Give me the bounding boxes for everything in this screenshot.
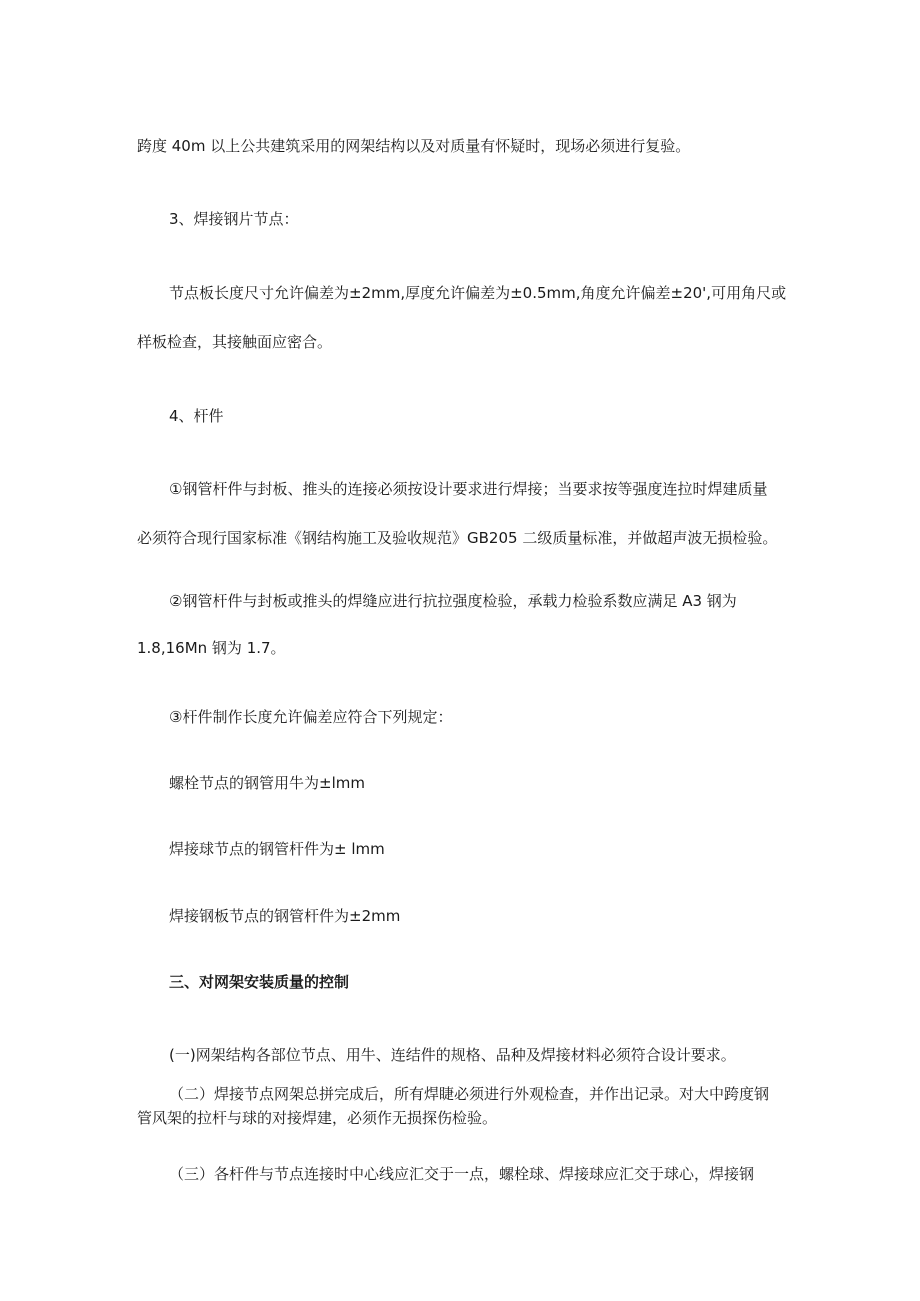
paragraph-line: ①钢管杆件与封板、推头的连接必须按设计要求进行焊接；当要求按等强度连拉时焊建质量 — [169, 480, 768, 498]
paragraph-line: 节点板长度尺寸允许偏差为±2mm,厚度允许偏差为±0.5mm,角度允许偏差±20',可用角尺或 — [169, 284, 787, 302]
paragraph-line: (一)网架结构各部位节点、用牛、连结件的规格、品种及焊接材料必须符合设计要求。 — [169, 1046, 736, 1064]
paragraph-line: 必须符合现行国家标准《钢结构施工及验收规范》GB205 二级质量标准，并做超声波无损检验。 — [137, 529, 778, 547]
paragraph-line: ③杆件制作长度允许偏差应符合下列规定： — [169, 708, 453, 726]
paragraph-line: 1.8,16Mn 钢为 1.7。 — [137, 639, 286, 657]
paragraph-line: 焊接球节点的钢管杆件为± lmm — [169, 840, 385, 858]
paragraph-line: 螺栓节点的钢管用牛为±lmm — [169, 774, 365, 792]
section-heading-welded-plate-joint: 3、焊接钢片节点： — [169, 210, 299, 228]
paragraph-line: （三）各杆件与节点连接时中心线应汇交于一点，螺栓球、焊接球应汇交于球心，焊接钢 — [169, 1165, 755, 1183]
paragraph-line: （二）焊接节点网架总拼完成后，所有焊睫必须进行外观检查，并作出记录。对大中跨度钢 — [169, 1085, 770, 1103]
paragraph-line: 焊接钢板节点的钢管杆件为±2mm — [169, 907, 401, 925]
paragraph-line: 样板检查，其接触面应密合。 — [137, 333, 333, 351]
paragraph-line: ②钢管杆件与封板或推头的焊缝应进行抗拉强度检验，承载力检验系数应满足 A3 钢为 — [169, 592, 737, 610]
paragraph-line: 跨度 40m 以上公共建筑采用的网架结构以及对质量有怀疑时，现场必须进行复验。 — [137, 137, 691, 155]
paragraph-line: 管风架的拉杆与球的对接焊建，必须作无损探伤检验。 — [137, 1109, 498, 1127]
section-heading-installation-quality: 三、对网架安装质量的控制 — [169, 973, 350, 991]
section-heading-members: 4、杆件 — [169, 407, 224, 425]
